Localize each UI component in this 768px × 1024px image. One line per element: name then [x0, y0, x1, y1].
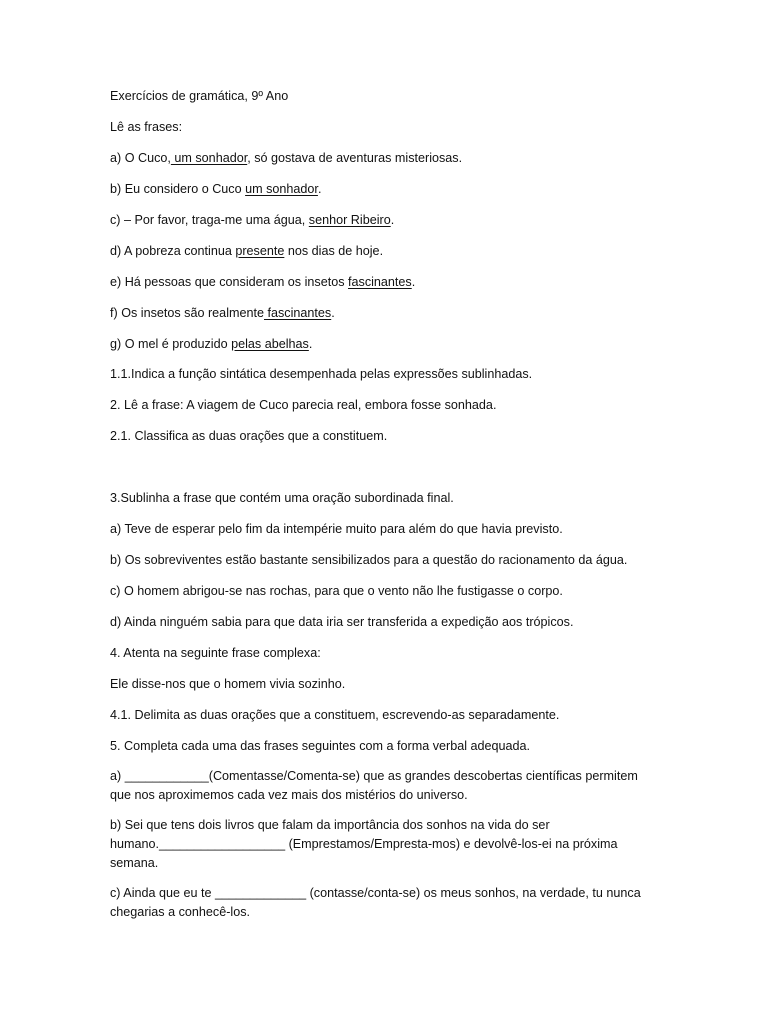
sentence-f: f) Os insetos são realmente fascinantes. [110, 306, 335, 320]
question-4-1: 4.1. Delimita as duas orações que a constituem, escrevendo-as separadamente. [110, 708, 560, 722]
question-5-item-b: b) Sei que tens dois livros que falam da importância dos sonhos na vida do ser humano.__________________ (Emprestamos/Empresta-mos) e devolvê-los-ei na próxima semana. [110, 818, 618, 870]
question-5-item-a: a) ____________(Comentasse/Comenta-se) que as grandes descobertas científicas permitem que nos aproximemos cada vez mais dos mistérios do universo. [110, 769, 638, 802]
question-5-item-c: c) Ainda que eu te _____________ (contasse/conta-se) os meus sonhos, na verdade, tu nunca chegarias a conhecê-los. [110, 886, 641, 919]
underlined-expression: presente [235, 244, 285, 258]
sentence-d: d) A pobreza continua presente nos dias de hoje. [110, 244, 384, 258]
question-1-1: 1.1.Indica a função sintática desempenhada pelas expressões sublinhadas. [110, 367, 533, 381]
question-3: 3.Sublinha a frase que contém uma oração subordinada final. [110, 491, 454, 505]
underlined-expression: um sonhador [245, 182, 318, 196]
question-3-option-b: b) Os sobreviventes estão bastante sensibilizados para a questão do racionamento da água. [110, 553, 628, 567]
document-title: Exercícios de gramática, 9º Ano [110, 89, 289, 103]
question-5: 5. Completa cada uma das frases seguintes com a forma verbal adequada. [110, 739, 531, 753]
underlined-expression: fascinantes [348, 275, 412, 289]
sentence-e: e) Há pessoas que consideram os insetos fascinantes. [110, 275, 416, 289]
sentence-b: b) Eu considero o Cuco um sonhador. [110, 182, 322, 196]
underlined-expression: pelas abelhas [231, 337, 309, 351]
question-3-option-d: d) Ainda ninguém sabia para que data iria ser transferida a expedição aos trópicos. [110, 615, 574, 629]
question-2: 2. Lê a frase: A viagem de Cuco parecia real, embora fosse sonhada. [110, 398, 497, 412]
underlined-expression: fascinantes [264, 306, 332, 320]
question-2-1: 2.1. Classifica as duas orações que a constituem. [110, 429, 388, 443]
underlined-expression: um sonhador [170, 151, 248, 165]
sentence-c: c) – Por favor, traga-me uma água, senhor Ribeiro. [110, 213, 395, 227]
question-3-option-c: c) O homem abrigou-se nas rochas, para que o vento não lhe fustigasse o corpo. [110, 584, 563, 598]
question-4: 4. Atenta na seguinte frase complexa: [110, 646, 321, 660]
question-3-option-a: a) Teve de esperar pelo fim da intempérie muito para além do que havia previsto. [110, 522, 563, 536]
instruction-text: Lê as frases: [110, 120, 183, 134]
underlined-expression: senhor Ribeiro [308, 213, 391, 227]
sentence-a: a) O Cuco, um sonhador, só gostava de aventuras misteriosas. [110, 151, 463, 165]
question-4-sentence: Ele disse-nos que o homem vivia sozinho. [110, 677, 346, 691]
sentence-g: g) O mel é produzido pelas abelhas. [110, 337, 313, 351]
